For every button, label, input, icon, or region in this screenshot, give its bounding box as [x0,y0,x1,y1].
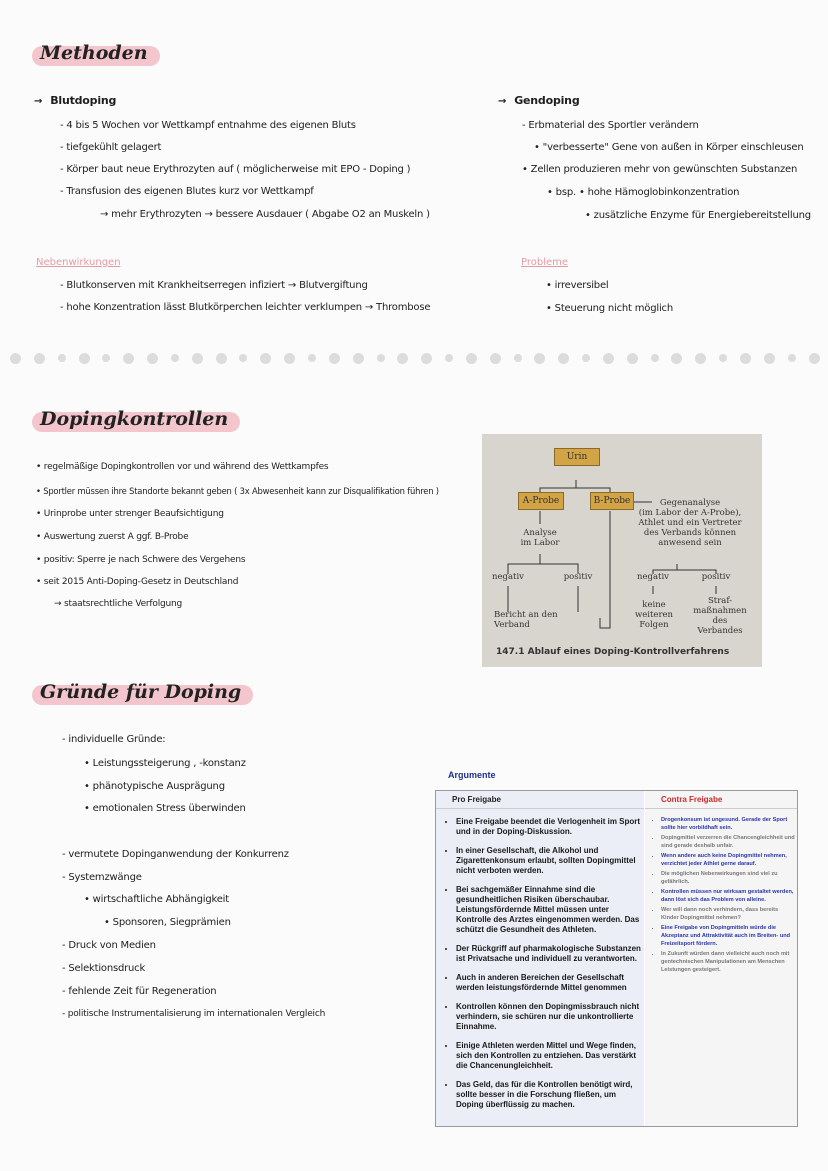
gendoping-line: • bsp. • hohe Hämoglobinkonzentration [547,187,740,198]
arrow-right-icon: → [498,96,507,107]
blutdoping-line: - tiefgekühlt gelagert [60,142,162,153]
gruende-line: - vermutete Dopinganwendung der Konkurrenz [62,849,289,860]
kontrollen-line: • Sportler müssen ihre Standorte bekannt geben ( 3x Abwesenheit kann zur Disqualifikation führen ) [36,486,439,496]
arrow-right-icon: → [34,96,43,107]
gruende-line: • emotionalen Stress überwinden [84,803,246,814]
section-title-dopingkontrollen: Dopingkontrollen [32,406,236,432]
section-title-gruende: Gründe für Doping [32,679,249,705]
positiv-left: positiv [563,572,593,582]
nebenwirkung-line: - Blutkonserven mit Krankheitserregen infiziert → Blutvergiftung [60,280,368,291]
kontrollen-line: → staatsrechtliche Verfolgung [54,599,183,609]
negativ-right: negativ [637,572,669,582]
pro-item: • Eine Freigabe beendet die Verlogenheit im Sport und in der Doping-Diskussion. [456,817,644,837]
gegenanalyse-text: Gegenanalyse (im Labor der A-Probe), Athlet und ein Vertreter des Verbands können anwesend sein [638,498,742,548]
pro-item: • Einige Athleten werden Mittel und Wege finden, sich den Kontrollen zu entziehen. Das verstärkt die Chancenungleichheit. [456,1041,644,1071]
pro-item: • Der Rückgriff auf pharmakologische Substanzen ist Privatsache und individuell zu verantworten. [456,944,644,964]
gruende-line: - politische Instrumentalisierung im internationalen Vergleich [62,1009,326,1019]
gendoping-line: • "verbesserte" Gene von außen in Körper einschleusen [534,142,804,153]
contra-list [645,816,797,974]
keine-folgen-text: keine weiteren Folgen [634,600,674,630]
contra-item: • Drogenkonsum ist ungesund. Gerade der Sport sollte hier vorbildhaft sein. [661,816,797,832]
gruende-line: - Druck von Medien [62,940,156,951]
pro-list [436,817,644,1110]
diagram-caption: 147.1 Ablauf eines Doping-Kontrollverfahrens [496,647,730,657]
kontrollen-line: • seit 2015 Anti-Doping-Gesetz in Deutschland [36,577,239,587]
gruende-line: • Sponsoren, Siegprämien [104,917,231,928]
gruende-line: - individuelle Gründe: [62,734,166,745]
kontrollen-line: • Urinprobe unter strenger Beaufsichtigung [36,509,224,519]
contra-item: • Wenn andere auch keine Dopingmittel nehmen, verzichtet jeder Athlet gerne darauf. [661,852,797,868]
gruende-line: • Leistungssteigerung , -konstanz [84,758,246,769]
gendoping-heading: → Gendoping [498,94,580,107]
probleme-line: • irreversibel [546,280,609,291]
strafmassnahmen-text: Straf- maßnahmen des Verbandes [693,596,747,636]
contra-item: • Eine Freigabe von Dopingmitteln würde die Akzeptanz und Attraktivität auch im Breiten- und Freizeitsport fördern. [661,924,797,948]
kontrollen-line: • regelmäßige Dopingkontrollen vor und während des Wettkampfes [36,462,329,472]
gendoping-line: • Zellen produzieren mehr von gewünschten Substanzen [522,164,798,175]
pro-item: • Das Geld, das für die Kontrollen benötigt wird, sollte besser in die Forschung fließen, um Doping überflüssig zu machen. [456,1080,644,1110]
argumente-table [435,790,798,1127]
section-title-methoden: Methoden [32,40,156,66]
blutdoping-line: - Transfusion des eigenen Blutes kurz vor Wettkampf [60,186,314,197]
nebenwirkungen-label: Nebenwirkungen [36,257,121,268]
gruende-line: • phänotypische Ausprägung [84,781,225,792]
dotted-divider [10,350,820,366]
probleme-label: Probleme [521,257,569,268]
doping-control-diagram [482,434,762,667]
contra-column [645,791,797,1126]
nebenwirkung-line: - hohe Konzentration lässt Blutkörperchen leichter verklumpen → Thrombose [60,302,431,313]
urin-box: Urin [554,448,600,466]
blutdoping-heading: → Blutdoping [34,94,117,107]
blutdoping-line: → mehr Erythrozyten → bessere Ausdauer ( Abgabe O2 an Muskeln ) [100,209,430,220]
contra-item: • Dopingmittel verzerren die Chancengleichheit und sind gerade deshalb unfair. [661,834,797,850]
gendoping-line: • zusätzliche Enzyme für Energiebereitstellung [585,210,811,221]
gruende-line: • wirtschaftliche Abhängigkeit [84,894,229,905]
blutdoping-line: - Körper baut neue Erythrozyten auf ( möglicherweise mit EPO - Doping ) [60,164,411,175]
pro-item: • Auch in anderen Bereichen der Gesellschaft werden leistungsfördernde Mittel genommen [456,973,644,993]
contra-item: • Wer will dann noch verhindern, dass bereits Kinder Dopingmittel nehmen? [661,906,797,922]
gendoping-line: - Erbmaterial des Sportler verändern [522,120,699,131]
pro-item: • Kontrollen können den Dopingmissbrauch nicht verhindern, sie schüren nur die unkontrollierte Einnahme. [456,1002,644,1032]
pro-item: • Bei sachgemäßer Einnahme sind die gesundheitlichen Risiken überschaubar. Leistungsfördernde Mittel müssen unter Kontrolle des Arztes eingenommen werden. Das schützt die Gesundheit des Athleten. [456,885,644,935]
kontrollen-line: • Auswertung zuerst A ggf. B-Probe [36,532,189,542]
contra-header: Contra Freigabe [645,791,797,809]
probleme-line: • Steuerung nicht möglich [546,303,673,314]
contra-item: • Die möglichen Nebenwirkungen sind viel zu gefährlich. [661,870,797,886]
pro-item: • In einer Gesellschaft, die Alkohol und Zigarettenkonsum erlaubt, sollten Dopingmittel nicht verboten werden. [456,846,644,876]
blutdoping-line: - 4 bis 5 Wochen vor Wettkampf entnahme des eigenen Bluts [60,120,356,131]
a-probe-box: A-Probe [518,492,564,510]
b-probe-box: B-Probe [590,492,634,510]
gruende-line: - Systemzwänge [62,872,142,883]
pro-header: Pro Freigabe [436,791,644,809]
contra-item: • Kontrollen müssen nur wirksam gestaltet werden, dann löst sich das Problem von alleine. [661,888,797,904]
pro-column [436,791,644,1126]
contra-item: • In Zukunft würden dann vielleicht auch noch mit gentechnischen Manipulationen am Menschen Leistungen gesteigert. [661,950,797,974]
positiv-right: positiv [701,572,731,582]
kontrollen-line: • positiv: Sperre je nach Schwere des Vergehens [36,555,246,565]
gruende-line: - Selektionsdruck [62,963,146,974]
negativ-left: negativ [492,572,524,582]
argumente-title: Argumente [448,770,496,780]
gruende-line: - fehlende Zeit für Regeneration [62,986,217,997]
analyse-text: Analyse im Labor [520,528,560,548]
bericht-text: Bericht an den Verband [494,610,558,630]
